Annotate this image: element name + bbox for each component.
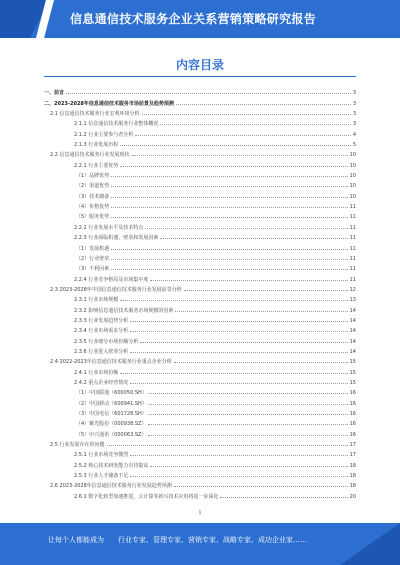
toc-entry[interactable] <box>44 283 356 293</box>
toc-entry-label: 2.4 2022-2023年信息通信技术服务行业重点企业分析 <box>50 359 172 366</box>
toc-top-rule <box>44 76 356 77</box>
toc-entry-label: 2.2.4 行业竞争格局及市场集中度 <box>74 276 149 283</box>
toc-entry-label: （2）中国移动（600941.SH） <box>76 400 147 407</box>
toc-entry[interactable] <box>44 169 356 179</box>
toc-leader-dots <box>111 206 347 208</box>
toc-entry-page: 15 <box>349 379 356 386</box>
toc-entry-label: 2.3.3 行业发展趋势分析 <box>74 317 129 324</box>
report-title: 信息通信技术服务企业关系营销策略研究报告 <box>70 12 317 26</box>
toc-entry-label: 2.6 2023-2028年信息通信技术服务行业发展趋势预测 <box>50 483 172 490</box>
toc-leader-dots <box>142 113 351 115</box>
toc-entry-label: 2.3 2023-2028年中国信息通信技术服务行业发展前景分析 <box>50 286 182 293</box>
toc-entry[interactable] <box>44 438 356 448</box>
toc-entry[interactable] <box>44 220 356 230</box>
toc-entry[interactable] <box>44 427 356 437</box>
toc-heading: 内容目录 <box>175 58 224 72</box>
toc-leader-dots <box>111 196 347 198</box>
toc-entry-page: 10 <box>349 193 356 200</box>
toc-entry[interactable] <box>44 86 356 96</box>
toc-leader-dots <box>149 403 348 405</box>
toc-entry[interactable] <box>44 117 356 127</box>
toc-leader-dots <box>150 465 347 467</box>
toc-entry-label: 2.3.1 行业市场规模 <box>74 297 119 304</box>
toc-leader-dots <box>148 434 347 436</box>
toc-entry-page: 17 <box>349 452 356 459</box>
toc-leader-dots <box>175 310 347 312</box>
toc-entry-label: （1）品牌优势 <box>76 173 110 180</box>
toc-entry-page: 14 <box>349 328 356 335</box>
toc-entry-label: （5）中兴通讯（000063.SZ） <box>76 431 147 438</box>
toc-entry-label: 2.5.1 行业市场竞争激烈 <box>74 452 129 459</box>
toc-leader-dots <box>120 144 351 146</box>
toc-entry[interactable] <box>44 489 356 499</box>
toc-entry-label: 2.4.1 行业市场份额 <box>74 369 119 376</box>
toc-entry-label: 2.3.5 行业细分市场份额分析 <box>74 338 139 345</box>
toc-leader-dots <box>149 392 348 394</box>
toc-entry[interactable] <box>44 458 356 468</box>
page-number: 1 <box>198 510 202 516</box>
toc-entry[interactable] <box>44 396 356 406</box>
toc-entry-label: （2）渠道优势 <box>76 183 110 190</box>
toc-entry-page: 10 <box>349 152 356 159</box>
page-header <box>0 0 400 38</box>
toc-entry-page: 18 <box>349 473 356 480</box>
toc-entry-label: 2.1.1 信息通信技术服务行业整体概况 <box>74 121 159 128</box>
toc-leader-dots <box>111 258 347 260</box>
toc-entry-page: 16 <box>349 390 356 397</box>
toc-entry-label: 2.3.6 行业进入壁垒分析 <box>74 348 129 355</box>
toc-entry-page: 14 <box>349 338 356 345</box>
toc-entry-page: 17 <box>349 442 356 449</box>
toc-entry[interactable] <box>44 293 356 303</box>
toc-entry[interactable] <box>44 376 356 386</box>
toc-entry[interactable] <box>44 469 356 479</box>
toc-entry-page: 13 <box>349 297 356 304</box>
toc-leader-dots <box>148 423 347 425</box>
toc-entry-page: 5 <box>352 142 356 149</box>
toc-entry-page: 11 <box>349 255 356 262</box>
toc-entry-page: 18 <box>349 483 356 490</box>
toc-entry-page: 15 <box>349 359 356 366</box>
toc-entry-page: 14 <box>349 307 356 314</box>
toc-entry[interactable] <box>44 189 356 199</box>
toc-leader-dots <box>130 454 347 456</box>
toc-entry[interactable] <box>44 479 356 489</box>
toc-leader-dots <box>149 413 348 415</box>
toc-entry-page: 20 <box>349 493 356 500</box>
toc-leader-dots <box>145 227 347 229</box>
toc-leader-dots <box>160 237 347 239</box>
page-footer <box>0 523 400 565</box>
toc-leader-dots <box>120 165 347 167</box>
toc-leader-dots <box>160 123 350 125</box>
toc-leader-dots <box>176 103 351 105</box>
toc-entry-label: 二、2023-2028年信息通信技术服务市场前景及趋势预测 <box>44 100 174 107</box>
toc-entry-label: 2.1 信息通信技术服务行业宏观环境分析 <box>50 111 140 118</box>
toc-entry[interactable] <box>44 355 356 365</box>
toc-leader-dots <box>135 134 350 136</box>
toc-entry-page: 14 <box>349 348 356 355</box>
toc-entry[interactable] <box>44 241 356 251</box>
toc-entry-page: 10 <box>349 173 356 180</box>
toc-entry-page: 11 <box>349 204 356 211</box>
toc-entry[interactable] <box>44 262 356 272</box>
toc-leader-dots <box>130 351 347 353</box>
toc-entry-label: 2.2 信息通信技术服务行业发展现状 <box>50 152 130 159</box>
toc-entry-page: 15 <box>349 369 356 376</box>
toc-entry-label: （4）价格优势 <box>76 204 110 211</box>
toc-leader-dots <box>174 485 348 487</box>
toc-leader-dots <box>111 185 347 187</box>
toc-leader-dots <box>120 299 347 301</box>
toc-entry-label: （5）服务优势 <box>76 214 110 221</box>
toc-leader-dots <box>130 330 347 332</box>
toc-entry[interactable] <box>44 314 356 324</box>
toc-entry-label: （2）行业壁垒 <box>76 255 110 262</box>
toc-leader-dots <box>220 496 347 498</box>
toc-leader-dots <box>150 279 347 281</box>
toc-entry[interactable] <box>44 334 356 344</box>
toc-entry-page: 10 <box>349 162 356 169</box>
toc-leader-dots <box>107 444 348 446</box>
toc-entry-label: 2.5.3 行业人才储备不足 <box>74 473 129 480</box>
toc-entry-page: 16 <box>349 411 356 417</box>
toc-entry-label: 2.1.2 行业主要参与者分析 <box>74 131 134 138</box>
toc-entry[interactable] <box>44 148 356 158</box>
toc-entry-label: 一、前言 <box>44 90 65 97</box>
toc-entry-label: 2.4.2 重点企业经营情况 <box>74 379 129 386</box>
toc-entry-page: 18 <box>349 462 356 469</box>
toc-leader-dots <box>111 248 347 250</box>
toc-entry-page: 11 <box>349 235 356 242</box>
footer-decoration <box>340 523 400 565</box>
toc-entry-label: 2.2.2 行业发展水平及技术特点 <box>74 224 144 231</box>
toc-entry-page: 16 <box>349 421 356 428</box>
toc-entry[interactable] <box>44 252 356 262</box>
toc-entry-page: 12 <box>349 286 356 293</box>
toc-entry-label: （3）中国电信（601728.SH） <box>76 411 147 417</box>
toc-leader-dots <box>130 475 347 477</box>
toc-entry-label: 2.5.2 核心技术研发能力有待提高 <box>74 462 149 469</box>
toc-leader-dots <box>111 216 347 218</box>
toc-entry[interactable] <box>44 303 356 313</box>
toc-entry-label: 2.3.2 影响信息通信技术服务市场规模的因素 <box>74 307 174 314</box>
toc-entry[interactable] <box>44 210 356 220</box>
toc-entry-label: 2.1.3 行业发展历程 <box>74 142 119 149</box>
toc-entry-label: （3）技术储备 <box>76 193 110 200</box>
toc-entry[interactable] <box>44 324 356 334</box>
footer-tagline: 行业专家、管理专家、营销专家、战略专家、成功企业家…… <box>118 536 307 544</box>
toc-entry[interactable] <box>44 272 356 282</box>
toc-entry-page: 11 <box>349 276 356 283</box>
toc-entry[interactable] <box>44 407 356 417</box>
toc-entry-page: 3 <box>352 100 356 107</box>
toc-entry-page: 3 <box>352 90 356 97</box>
toc-entry-page: 4 <box>352 131 356 138</box>
toc-entry-label: 2.3.4 行业市场需求分析 <box>74 328 129 335</box>
toc-entry-label: 2.2.3 行业面临机遇、壁垒和发展因素 <box>74 235 159 242</box>
toc-entry-page: 3 <box>352 111 356 118</box>
toc-leader-dots <box>111 175 347 177</box>
toc-entry-page: 14 <box>349 317 356 324</box>
toc-entry[interactable] <box>44 179 356 189</box>
footer-slogan: 让每个人都能成为 <box>48 536 104 544</box>
toc-leader-dots <box>140 341 347 343</box>
toc-leader-dots <box>130 320 347 322</box>
toc-entry[interactable] <box>44 386 356 396</box>
toc-leader-dots <box>174 361 348 363</box>
toc-entry[interactable] <box>44 96 356 106</box>
toc-entry-label: （1）发展机遇 <box>76 245 110 252</box>
toc-entry[interactable] <box>44 127 356 137</box>
toc-entry[interactable] <box>44 138 356 148</box>
toc-entry-page: 11 <box>349 224 356 231</box>
toc-leader-dots <box>66 92 351 94</box>
toc-entry-label: （4）紫光股份（000938.SZ） <box>76 421 147 428</box>
toc-entry[interactable] <box>44 448 356 458</box>
toc-entry-label: （3）不利因素 <box>76 266 110 273</box>
toc-leader-dots <box>184 289 348 291</box>
toc-entry-label: 2.5 行业发展存在的问题 <box>50 442 105 449</box>
toc-entry-page: 3 <box>352 121 356 128</box>
toc-entry[interactable] <box>44 231 356 241</box>
toc-entry[interactable] <box>44 107 356 117</box>
toc-entry-page: 16 <box>349 400 356 407</box>
toc-entry-page: 16 <box>349 431 356 438</box>
toc-entry[interactable] <box>44 365 356 375</box>
toc-entry[interactable] <box>44 345 356 355</box>
toc-entry-label: （1）中国联通（600050.SH） <box>76 390 147 397</box>
toc-entry-label: 2.6.1 数字化转型加速推进，云计算等新兴技术应用将进一步深化 <box>74 493 219 500</box>
toc-entry-label: 2.2.1 行业主要优势 <box>74 162 119 169</box>
toc-entry-page: 11 <box>349 214 356 221</box>
toc-entry-page: 11 <box>349 266 356 273</box>
toc-leader-dots <box>132 154 348 156</box>
toc-entry-page: 10 <box>349 183 356 190</box>
toc-leader-dots <box>120 372 347 374</box>
toc-entry[interactable] <box>44 200 356 210</box>
toc-leader-dots <box>130 382 347 384</box>
toc-leader-dots <box>111 268 347 270</box>
toc-entry[interactable] <box>44 417 356 427</box>
toc-entry[interactable] <box>44 158 356 168</box>
table-of-contents <box>44 86 356 500</box>
toc-entry-page: 11 <box>349 245 356 252</box>
